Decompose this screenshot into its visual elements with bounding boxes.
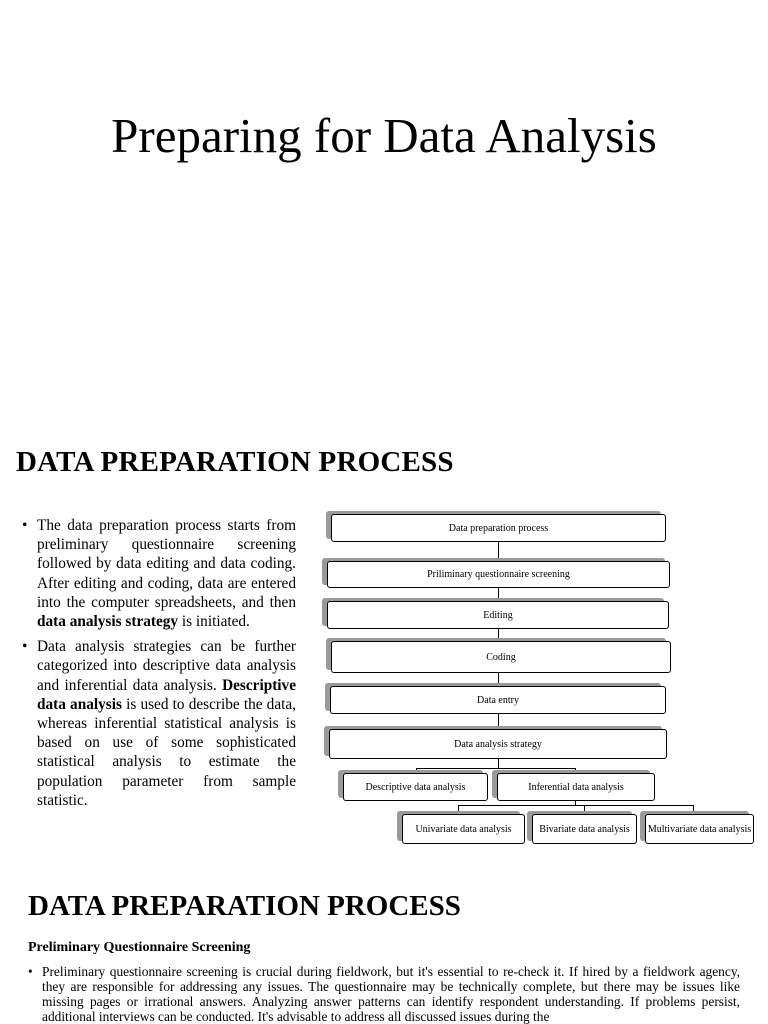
flow-node-multivariate: Multivariate data analysis (645, 814, 754, 844)
flow-node-data-preparation-process: Data preparation process (331, 514, 666, 542)
bullet-item (20, 637, 296, 810)
bullet-item (28, 964, 740, 1024)
bullet-text: The data preparation process starts from preliminary questionnaire screening followed by data editing and data coding. After editing and coding, data are entered into the computer spreadsheets, and then (37, 517, 296, 611)
flow-node-editing: Editing (327, 601, 669, 629)
connector-line (584, 805, 585, 814)
section-heading: DATA PREPARATION PROCESS (16, 446, 454, 478)
bullet-bold-text: data analysis strategy (37, 613, 179, 631)
connector-line (498, 713, 499, 729)
connector-line (693, 805, 694, 814)
bullet-item (20, 516, 296, 631)
bullet-icon: • (28, 964, 33, 979)
connector-line (458, 805, 694, 806)
connector-line (498, 758, 499, 768)
bullet-text: Preliminary questionnaire screening is crucial during fieldwork, but it's essential to re-check it. If hired by a fieldwork agency, they are responsible for addressing any issues. The questionnaire may be technically complete, but there may be issues like missing pages or irrational answers. Analyzing answer patterns can identify respondent understanding. If problems persist, additional interviews can be conducted. It's advisable to address all discussed issues during the (42, 964, 740, 1024)
bullet-text: Data analysis strategies can be further categorized into descriptive data analysis and inferential data analysis. (37, 638, 296, 694)
bullet-list (20, 516, 296, 816)
section-heading: DATA PREPARATION PROCESS (28, 890, 461, 922)
bullet-bold-text: Descriptive data analysis (37, 676, 296, 713)
flow-node-descriptive: Descriptive data analysis (343, 773, 488, 801)
section-subheading: Preliminary Questionnaire Screening (28, 940, 251, 955)
flow-node-univariate: Univariate data analysis (402, 814, 525, 844)
flow-node-preliminary-screening: Priliminary questionnaire screening (327, 561, 670, 588)
connector-line (416, 768, 576, 769)
bullet-icon: • (22, 638, 28, 656)
flow-node-data-analysis-strategy: Data analysis strategy (329, 729, 667, 759)
bullet-text: is used to describe the data, whereas inferential statistical analysis is based on use of some sophisticated statistical analysis to estimate the population parameter from sample statistic. (37, 695, 296, 809)
connector-line (498, 541, 499, 561)
connector-line (498, 672, 499, 686)
flow-node-bivariate: Bivariate data analysis (532, 814, 637, 844)
flow-node-inferential: Inferential data analysis (497, 773, 655, 801)
bullet-text: is initiated. (178, 613, 250, 631)
connector-line (458, 805, 459, 814)
flow-node-data-entry: Data entry (330, 686, 666, 714)
flow-node-coding: Coding (331, 641, 671, 673)
slide-title: Preparing for Data Analysis (111, 108, 657, 163)
bullet-icon: • (22, 517, 28, 534)
connector-line (498, 628, 499, 641)
connector-line (498, 587, 499, 601)
bullet-list (28, 964, 740, 1024)
